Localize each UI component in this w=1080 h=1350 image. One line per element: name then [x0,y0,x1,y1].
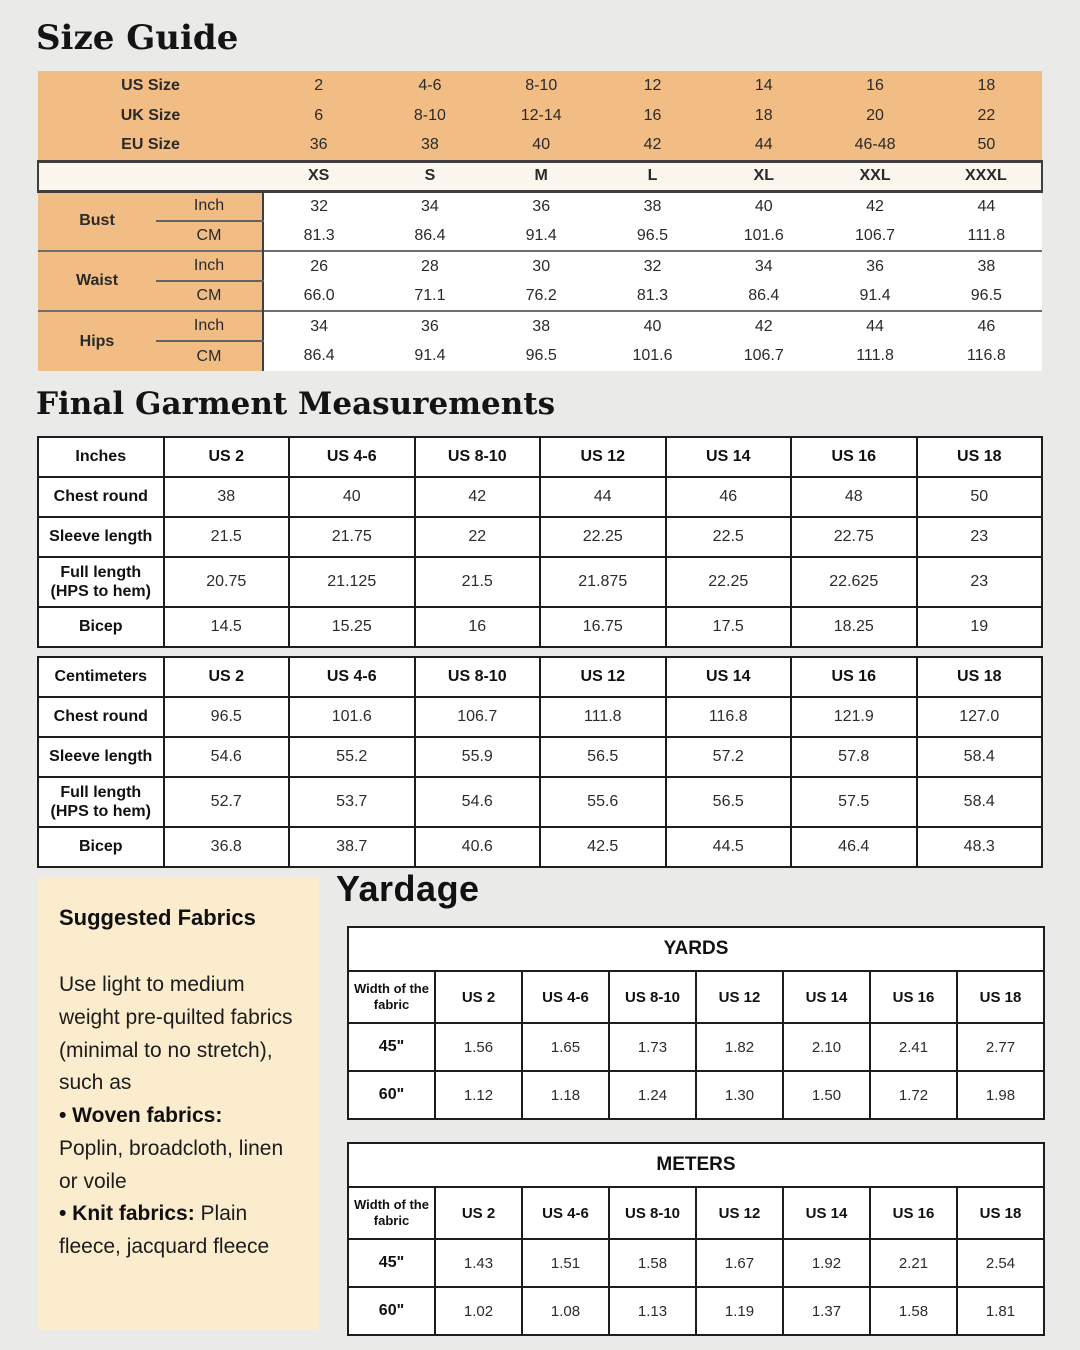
cell: 20 [819,101,930,131]
knit-fabrics-label: • Knit fabrics: [59,1202,195,1226]
row-label: Waist [38,251,156,311]
cell: 57.2 [666,737,792,777]
knit-fabrics-line [59,1198,297,1264]
unit-label: CM [156,281,263,311]
size-guide-title: Size Guide [36,18,239,58]
table-row [38,477,1042,517]
cell: 42 [708,311,819,341]
fabric-width-header: Width of the fabric [348,1187,435,1239]
hips-inch-row [38,311,1042,341]
cell: 91.4 [486,221,597,251]
yardage-title: Yardage [336,868,480,909]
cell: 18 [931,71,1042,101]
size-header: US 18 [957,971,1044,1023]
cell: 12 [597,71,708,101]
size-header: US 12 [696,1187,783,1239]
cell: 16.75 [540,607,666,647]
cell: 106.7 [819,221,930,251]
cell: 101.6 [708,221,819,251]
cell: 57.5 [791,777,917,827]
cell: 48.3 [917,827,1043,867]
cell: 15.25 [289,607,415,647]
cell: 32 [597,251,708,281]
cell: 1.82 [696,1023,783,1071]
size-header: US 8-10 [415,657,541,697]
row-label: Full length (HPS to hem) [38,777,164,827]
header-row [348,971,1044,1023]
cell: 44 [819,311,930,341]
cell: 21.5 [164,517,290,557]
cell: 2.21 [870,1239,957,1287]
cell: 21.875 [540,557,666,607]
cell: 1.37 [783,1287,870,1335]
table-row [348,1239,1044,1287]
cell: 1.50 [783,1071,870,1119]
suggested-fabrics-heading: Suggested Fabrics [59,905,256,930]
cell: 2 [263,71,374,101]
cell: 71.1 [374,281,485,311]
us-size-row [38,71,1042,101]
cell: 44 [931,191,1042,221]
cell: 54.6 [164,737,290,777]
unit-label: Inch [156,191,263,221]
size-header: US 2 [435,1187,522,1239]
table-row [38,557,1042,607]
cell: 20.75 [164,557,290,607]
cell: 1.65 [522,1023,609,1071]
row-label: Bust [38,191,156,251]
cell: 19 [917,607,1043,647]
cell: 36.8 [164,827,290,867]
cell: 86.4 [708,281,819,311]
row-label: 60" [348,1287,435,1335]
cell: 22.25 [540,517,666,557]
cell: 46 [666,477,792,517]
size-header: US 14 [666,657,792,697]
cell: 91.4 [819,281,930,311]
cell: 44 [540,477,666,517]
cell: 116.8 [666,697,792,737]
letter-size-row [38,161,1042,191]
header-row [348,1187,1044,1239]
cell: 42 [819,191,930,221]
cell: 38 [931,251,1042,281]
garment-measurements-title: Final Garment Measurements [36,386,556,422]
size-header: US 2 [435,971,522,1023]
cell: 17.5 [666,607,792,647]
garment-centimeters-table [37,656,1043,868]
cell: 36 [263,131,374,161]
unit-label: Inch [156,311,263,341]
row-label: Bicep [38,827,164,867]
size-header: US 8-10 [415,437,541,477]
unit-label: CM [156,221,263,251]
cell: 1.67 [696,1239,783,1287]
size-header: US 4-6 [522,971,609,1023]
cell: XXL [819,161,930,191]
cell: 36 [486,191,597,221]
cell: 52.7 [164,777,290,827]
fabric-width-header: Width of the fabric [348,971,435,1023]
cell: 86.4 [374,221,485,251]
cell: 56.5 [666,777,792,827]
cell: 12-14 [486,101,597,131]
cell: 44.5 [666,827,792,867]
header-row [38,657,1042,697]
cell: 32 [263,191,374,221]
cell: 50 [931,131,1042,161]
cell: 81.3 [597,281,708,311]
unit-header: Centimeters [38,657,164,697]
cell: 55.2 [289,737,415,777]
cell: 36 [374,311,485,341]
size-header: US 16 [870,971,957,1023]
cell: 96.5 [164,697,290,737]
cell: 40 [597,311,708,341]
size-header: US 18 [917,437,1043,477]
cell: 106.7 [708,341,819,371]
waist-inch-row [38,251,1042,281]
unit-header: Inches [38,437,164,477]
cell: 121.9 [791,697,917,737]
size-header: US 4-6 [522,1187,609,1239]
garment-inches-table [37,436,1043,648]
cell: S [374,161,485,191]
size-header: US 8-10 [609,971,696,1023]
cell: 14 [708,71,819,101]
cell: 55.6 [540,777,666,827]
table-row [38,607,1042,647]
cell: L [597,161,708,191]
knit-fabrics-text: Plain fleece, jacquard fleece [59,1202,270,1258]
cell: 48 [791,477,917,517]
table-title-row [348,1143,1044,1187]
size-header: US 4-6 [289,437,415,477]
cell: 34 [263,311,374,341]
cell: 101.6 [597,341,708,371]
cell: 57.8 [791,737,917,777]
cell: 111.8 [931,221,1042,251]
fabrics-intro: Use light to medium weight pre-quilted fabrics (minimal to no stretch), such as [59,973,293,1095]
woven-fabrics-label: • Woven fabrics: [59,1104,223,1127]
cell: 1.02 [435,1287,522,1335]
cell: 54.6 [415,777,541,827]
cell: 38 [374,131,485,161]
unit-label: CM [156,341,263,371]
yards-table [347,926,1045,1120]
cell: 66.0 [263,281,374,311]
cell: 28 [374,251,485,281]
cell: 22.5 [666,517,792,557]
size-header: US 16 [791,437,917,477]
cell: 8-10 [374,101,485,131]
size-header: US 4-6 [289,657,415,697]
suggested-fabrics-box [37,877,319,1330]
cell: 111.8 [540,697,666,737]
cell: 86.4 [263,341,374,371]
cell: 8-10 [486,71,597,101]
table-row [38,737,1042,777]
cell: 1.13 [609,1287,696,1335]
cell: 1.98 [957,1071,1044,1119]
cell: 22.625 [791,557,917,607]
table-row [348,1071,1044,1119]
cell: 36 [819,251,930,281]
size-header: US 14 [783,971,870,1023]
cell: 22 [931,101,1042,131]
cell: 30 [486,251,597,281]
cell: 46-48 [819,131,930,161]
unit-label: Inch [156,251,263,281]
row-label: EU Size [38,131,263,161]
cell: 44 [708,131,819,161]
cell: 1.72 [870,1071,957,1119]
cell: 1.58 [870,1287,957,1335]
cell: 58.4 [917,737,1043,777]
size-header: US 2 [164,437,290,477]
cell: 127.0 [917,697,1043,737]
cell: 1.24 [609,1071,696,1119]
cell: 16 [597,101,708,131]
cell: 1.19 [696,1287,783,1335]
table-row [348,1023,1044,1071]
cell: 22.75 [791,517,917,557]
cell: 38.7 [289,827,415,867]
cell: 2.41 [870,1023,957,1071]
cell: 22.25 [666,557,792,607]
cell: XL [708,161,819,191]
cell: 38 [164,477,290,517]
waist-cm-row [38,281,1042,311]
cell: 38 [486,311,597,341]
size-header: US 18 [917,657,1043,697]
cell: 101.6 [289,697,415,737]
cell: 1.56 [435,1023,522,1071]
row-label: Chest round [38,697,164,737]
cell: 1.73 [609,1023,696,1071]
row-label: Hips [38,311,156,371]
cell: 40 [289,477,415,517]
cell: 40 [486,131,597,161]
cell: 18 [708,101,819,131]
row-label: 60" [348,1071,435,1119]
cell: 4-6 [374,71,485,101]
size-header: US 14 [783,1187,870,1239]
cell: 42 [415,477,541,517]
cell: 50 [917,477,1043,517]
size-header: US 12 [540,657,666,697]
cell: 34 [374,191,485,221]
cell: 34 [708,251,819,281]
cell: 2.10 [783,1023,870,1071]
cell: 6 [263,101,374,131]
cell: 38 [597,191,708,221]
table-row [38,697,1042,737]
cell: 2.77 [957,1023,1044,1071]
cell: 1.81 [957,1287,1044,1335]
woven-fabrics-text: Poplin, broadcloth, linen or voile [59,1136,284,1193]
size-header: US 18 [957,1187,1044,1239]
size-conversion-table [37,71,1043,371]
row-label: Chest round [38,477,164,517]
cell: 23 [917,557,1043,607]
cell: 91.4 [374,341,485,371]
uk-size-row [38,101,1042,131]
row-label: Bicep [38,607,164,647]
cell: XXXL [931,161,1042,191]
size-header: US 12 [696,971,783,1023]
meters-title: METERS [348,1143,1044,1187]
size-header: US 14 [666,437,792,477]
cell: 40 [708,191,819,221]
cell: 21.125 [289,557,415,607]
row-label: UK Size [38,101,263,131]
cell: 1.08 [522,1287,609,1335]
cell: M [486,161,597,191]
meters-table [347,1142,1045,1336]
row-label: US Size [38,71,263,101]
cell: 81.3 [263,221,374,251]
fabrics-description [59,969,297,1264]
cell: 40.6 [415,827,541,867]
table-row [348,1287,1044,1335]
cell: 16 [415,607,541,647]
size-header: US 12 [540,437,666,477]
cell: 58.4 [917,777,1043,827]
row-label: Sleeve length [38,737,164,777]
cell: 96.5 [486,341,597,371]
cell: 14.5 [164,607,290,647]
bust-inch-row [38,191,1042,221]
cell: 1.43 [435,1239,522,1287]
row-label: Sleeve length [38,517,164,557]
eu-size-row [38,131,1042,161]
cell: 1.51 [522,1239,609,1287]
cell: 21.75 [289,517,415,557]
hips-cm-row [38,341,1042,371]
cell: 42 [597,131,708,161]
cell: 53.7 [289,777,415,827]
cell: 106.7 [415,697,541,737]
cell: 1.30 [696,1071,783,1119]
table-row [38,777,1042,827]
cell: 16 [819,71,930,101]
header-row [38,437,1042,477]
cell: 26 [263,251,374,281]
size-header: US 8-10 [609,1187,696,1239]
row-label: 45" [348,1239,435,1287]
cell: 1.18 [522,1071,609,1119]
size-header: US 16 [791,657,917,697]
cell: 1.12 [435,1071,522,1119]
row-label: 45" [348,1023,435,1071]
cell: 56.5 [540,737,666,777]
yards-title: YARDS [348,927,1044,971]
cell: 18.25 [791,607,917,647]
size-header: US 2 [164,657,290,697]
cell: 96.5 [597,221,708,251]
letter-corner [38,161,263,191]
table-title-row [348,927,1044,971]
cell: 76.2 [486,281,597,311]
cell: 111.8 [819,341,930,371]
cell: 55.9 [415,737,541,777]
cell: 46 [931,311,1042,341]
cell: 116.8 [931,341,1042,371]
cell: XS [263,161,374,191]
size-header: US 16 [870,1187,957,1239]
table-row [38,827,1042,867]
bust-cm-row [38,221,1042,251]
cell: 23 [917,517,1043,557]
cell: 1.58 [609,1239,696,1287]
cell: 22 [415,517,541,557]
row-label: Full length (HPS to hem) [38,557,164,607]
cell: 21.5 [415,557,541,607]
table-row [38,517,1042,557]
cell: 42.5 [540,827,666,867]
cell: 46.4 [791,827,917,867]
cell: 1.92 [783,1239,870,1287]
cell: 96.5 [931,281,1042,311]
cell: 2.54 [957,1239,1044,1287]
